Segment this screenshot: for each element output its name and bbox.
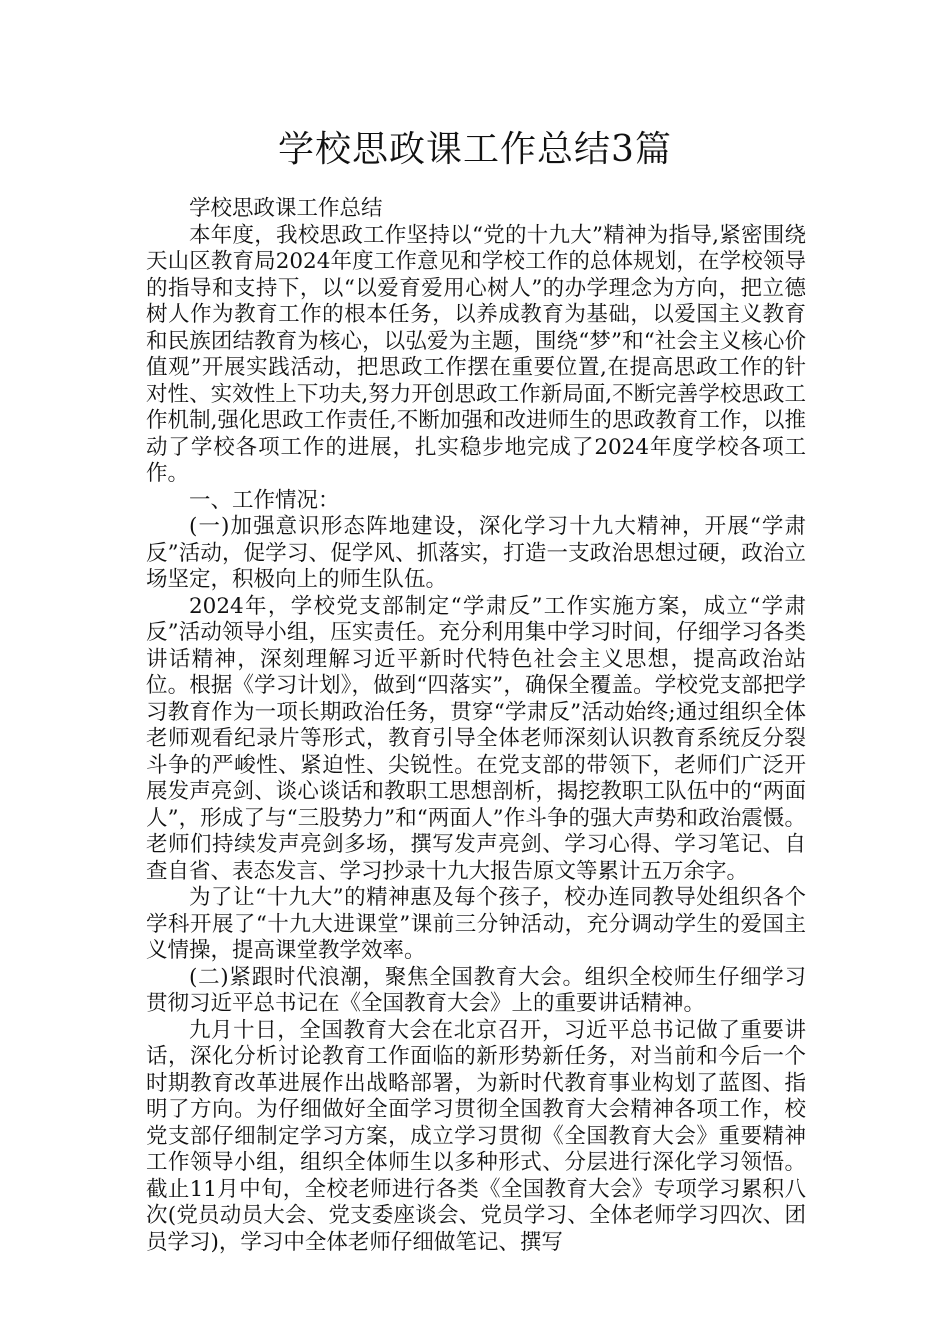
paragraph-item-2-detail: 九月十日，全国教育大会在北京召开，习近平总书记做了重要讲话，深化分析讨论教育工作面临的新形势新任务，对当前和今后一个时期教育改革进展作出战略部署，为新时代教育事业构划了蓝图、指明了方向。为仔细做好全面学习贯彻全国教育大会精神各项工作，校党支部仔细制定学习方案，成立学习贯彻《全国教育大会》重要精神工作领导小组，组织全体师生以多种形式、分层进行深化学习领悟。截止11月中旬，全校老师进行各类《全国教育大会》专项学习累积八次(党员动员大会、党支委座谈会、党员学习、全体老师学习四次、团员学习)，学习中全体老师仔细做笔记、撰写 [146, 1017, 806, 1255]
paragraph-intro: 本年度，我校思政工作坚持以“党的十九大”精神为指导,紧密围绕天山区教育局2024年度工作意见和学校工作的总体规划，在学校领导的指导和支持下，以“以爱育爱用心树人”的办学理念为方向，把立德树人作为教育工作的根本任务，以养成教育为基础，以爱国主义教育和民族团结教育为核心，以弘爱为主题，围绕“梦”和“社会主义核心价值观”开展实践活动，把思政工作摆在重要位置,在提高思政工作的针对性、实效性上下功夫,努力开创思政工作新局面,不断完善学校思政工作机制,强化思政工作责任,不断加强和改进师生的思政教育工作，以推动了学校各项工作的进展，扎实稳步地完成了2024年度学校各项工作。 [146, 222, 806, 486]
section-heading-work-status: 一、工作情况： [189, 487, 340, 513]
document-body [146, 196, 806, 1256]
paragraph-item-2: (二)紧跟时代浪潮，聚焦全国教育大会。组织全校师生仔细学习贯彻习近平总书记在《全国教育大会》上的重要讲话精神。 [146, 964, 806, 1016]
document-subtitle: 学校思政课工作总结 [189, 196, 383, 221]
paragraph-item-1-detail: 2024年，学校党支部制定“学肃反”工作实施方案，成立“学肃反”活动领导小组，压实责任。充分利用集中学习时间，仔细学习各类讲话精神，深刻理解习近平新时代特色社会主义思想，提高政治站位。根据《学习计划》，做到“四落实”，确保全覆盖。学校党支部把学习教育作为一项长期政治任务，贯穿“学肃反”活动始终;通过组织全体老师观看纪录片等形式，教育引导全体老师深刻认识教育系统反分裂斗争的严峻性、紧迫性、尖锐性。在党支部的带领下，老师们广泛开展发声亮剑、谈心谈话和教职工思想剖析，揭挖教职工队伍中的“两面人”，形成了与“三股势力”和“两面人”作斗争的强大声势和政治震慑。老师们持续发声亮剑多场，撰写发声亮剑、学习心得、学习笔记、自查自省、表态发言、学习抄录十九大报告原文等累计五万余字。 [146, 593, 806, 884]
paragraph-item-1-classroom: 为了让“十九大”的精神惠及每个孩子，校办连同教导处组织各个学科开展了“十九大进课堂”课前三分钟活动，充分调动学生的爱国主义情操，提高课堂教学效率。 [146, 885, 806, 963]
paragraph-item-1: (一)加强意识形态阵地建设，深化学习十九大精神，开展“学肃反”活动，促学习、促学风、抓落实，打造一支政治思想过硬，政治立场坚定，积极向上的师生队伍。 [146, 514, 806, 592]
document-title: 学校思政课工作总结3篇 [278, 129, 672, 170]
